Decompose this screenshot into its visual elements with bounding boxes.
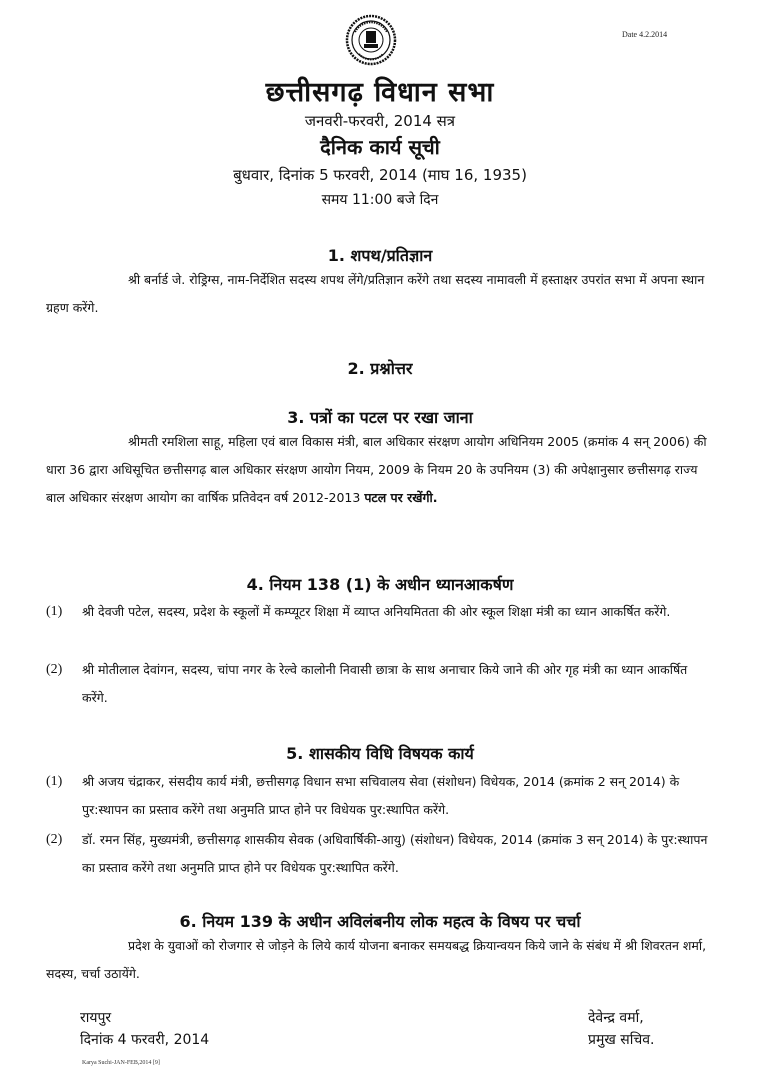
sitting-time: समय 11:00 बजे दिन <box>321 192 439 208</box>
section-oath-text <box>46 266 716 322</box>
bill-item <box>46 826 716 882</box>
item-text: डॉ. रमन सिंह, मुख्यमंत्री, छत्तीसगढ़ शासकीय सेवक (अधिवार्षिकी-आयु) (संशोधन) विधेयक, 2014 (क्रमांक 3 सन् 2014) के पुर:स्थापन का प्रस्ताव करेंगे तथा अनुमति प्राप्त होने पर विधेयक पुर:स्थापित करेंगे. <box>82 832 708 875</box>
item-number: (2) <box>46 662 63 677</box>
assembly-seal-icon <box>345 14 397 66</box>
section-heading-oath: 1. शपथ/प्रतिज्ञान <box>327 246 433 265</box>
item-number: (1) <box>46 604 63 619</box>
item-text: श्री अजय चंद्राकर, संसदीय कार्य मंत्री, छत्तीसगढ़ विधान सभा सचिवालय सेवा (संशोधन) विधेयक, 2014 (क्रमांक 2 सन् 2014) के पुर:स्थापन का प्रस्ताव करेंगे तथा अनुमति प्राप्त होने पर विधेयक पुर:स्थापित करेंगे. <box>82 774 680 817</box>
section-oath-body: श्री बर्नार्ड जे. रोड्रिग्स, नाम-निर्देशित सदस्य शपथ लेंगे/प्रतिज्ञान करेंगे तथा सदस्य नामावली में हस्ताक्षर उपरांत सभा में अपना स्थान ग्रहण करेंगे. <box>46 272 705 315</box>
item-text: श्री मोतीलाल देवांगन, सदस्य, चांपा नगर के रेल्वे कालोनी निवासी छात्रा के साथ अनाचार किये जाने की ओर गृह मंत्री का ध्यान आकर्षित करेंगे. <box>82 662 688 705</box>
signatory-designation: प्रमुख सचिव. <box>588 1032 655 1048</box>
section-urgent-body: प्रदेश के युवाओं को रोजगार से जोड़ने के लिये कार्य योजना बनाकर समयबद्ध क्रियान्वयन किये जाने के संबंध में श्री शिवरतन शर्मा, सदस्य, चर्चा उठायेंगे. <box>46 938 707 981</box>
section-heading-questions: 2. प्रश्नोत्तर <box>347 359 413 378</box>
document-code: Karya Suchi-JAN-FEB,2014 [9] <box>82 1060 160 1066</box>
signatory-name: देवेन्द्र वर्मा, <box>588 1010 644 1026</box>
item-number: (2) <box>46 832 63 847</box>
issue-place: रायपुर <box>80 1010 112 1026</box>
section-heading-legislative-business: 5. शासकीय विधि विषयक कार्य <box>286 744 474 763</box>
calling-attention-item <box>46 656 716 712</box>
section-papers-action: पटल पर रखेंगी. <box>364 490 438 505</box>
section-papers-text <box>46 428 716 512</box>
date-stamp: Date 4.2.2014 <box>622 30 668 39</box>
calling-attention-item <box>46 598 716 626</box>
sitting-date: बुधवार, दिनांक 5 फरवरी, 2014 (माघ 16, 1935) <box>233 166 527 184</box>
agenda-title: दैनिक कार्य सूची <box>320 135 440 159</box>
section-urgent-text <box>46 932 716 988</box>
section-heading-papers: 3. पत्रों का पटल पर रखा जाना <box>287 408 473 427</box>
bill-item <box>46 768 716 824</box>
session-label: जनवरी-फरवरी, 2014 सत्र <box>304 112 456 130</box>
item-text: श्री देवजी पटेल, सदस्य, प्रदेश के स्कूलों में कम्प्यूटर शिक्षा में व्याप्त अनियमितता की ओर स्कूल शिक्षा मंत्री का ध्यान आकर्षित करेंगे. <box>82 604 671 619</box>
item-number: (1) <box>46 774 63 789</box>
issue-date: दिनांक 4 फरवरी, 2014 <box>80 1032 210 1048</box>
section-heading-urgent-discussion: 6. नियम 139 के अधीन अविलंबनीय लोक महत्व के विषय पर चर्चा <box>179 912 581 931</box>
section-papers-body: श्रीमती रमशिला साहू, महिला एवं बाल विकास मंत्री, बाल अधिकार संरक्षण आयोग अधिनियम 2005 (क्रमांक 4 सन् 2006) की धारा 36 द्वारा अधिसूचित छत्तीसगढ़ बाल अधिकार संरक्षण आयोग नियम, 2009 के नियम 20 के उपनियम (3) की अपेक्षानुसार छत्तीसगढ़ राज्य बाल अधिकार संरक्षण आयोग का वार्षिक प्रतिवेदन वर्ष 2012-2013 <box>46 434 707 505</box>
section-heading-calling-attention: 4. नियम 138 (1) के अधीन ध्यानआकर्षण <box>246 575 514 594</box>
assembly-title: छत्तीसगढ़ विधान सभा <box>265 77 495 108</box>
